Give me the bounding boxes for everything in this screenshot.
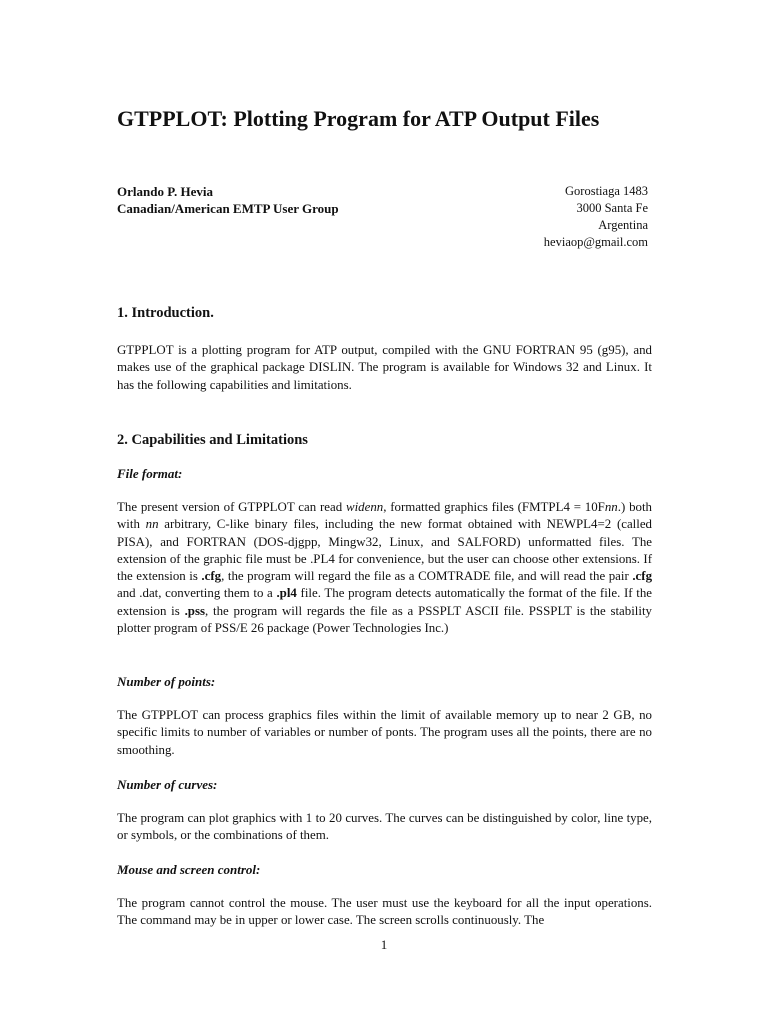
introduction-paragraph: GTPPLOT is a plotting program for ATP output, compiled with the GNU FORTRAN 95 (g95), and makes use of the graphical package DISLIN. The program is available for Windows 32 and Linux. It has the following capabilities and limitations. — [117, 343, 652, 392]
subheading-number-of-curves: Number of curves: — [117, 777, 218, 792]
author-name: Orlando P. Hevia — [117, 184, 213, 199]
address-block — [388, 183, 648, 251]
section-heading-introduction: 1. Introduction. — [117, 305, 214, 321]
address-country: Argentina — [598, 218, 648, 232]
subheading-mouse-screen-control: Mouse and screen control: — [117, 862, 261, 877]
subheading-number-of-points: Number of points: — [117, 674, 216, 689]
address-email: heviaop@gmail.com — [543, 235, 648, 249]
author-block — [117, 183, 417, 217]
file-format-paragraph: The present version of GTPPLOT can read widenn, formatted graphics files (FMTPL4 = 10Fnn.) both with nn arbitrary, C-like binary files, including the new format obtained with NEWPL4=2 (called PISA), and FORTRAN (DOS-djgpp, Mingw32, Linux, and SALFORD) unformatted files. The extension of the graphic file must be .PL4 for convenience, but the user can choose other extensions. If the extension is .cfg, the program will regard the file as a COMTRADE file, and will read the pair .cfg and .dat, converting them to a .pl4 file. The program detects automatically the format of the file. If the extension is .pss, the program will regards the file as a PSSPLT ASCII file. PSSPLT is the stability plotter program of PSS/E 26 package (Power Technologies Inc.) — [117, 500, 653, 636]
number-of-curves-paragraph: The program can plot graphics with 1 to 20 curves. The curves can be distinguished by color, line type, or symbols, or the combinations of them. — [117, 811, 652, 843]
page-number: 1 — [380, 937, 388, 952]
address-street: Gorostiaga 1483 — [565, 184, 648, 198]
section-heading-capabilities: 2. Capabilities and Limitations — [117, 432, 308, 448]
address-city: 3000 Santa Fe — [576, 201, 648, 215]
number-of-points-paragraph: The GTPPLOT can process graphics files within the limit of available memory up to near 2 GB, no specific limits to number of variables or number of ponts. The program uses all the points, there are no smoothing. — [117, 708, 652, 757]
document-title: GTPPLOT: Plotting Program for ATP Output Files — [117, 106, 600, 131]
mouse-screen-paragraph: The program cannot control the mouse. The user must use the keyboard for all the input operations. The command may be in upper or lower case. The screen scrolls continuously. The — [117, 896, 652, 928]
subheading-file-format: File format: — [117, 466, 183, 481]
author-organization: Canadian/American EMTP User Group — [117, 201, 339, 216]
